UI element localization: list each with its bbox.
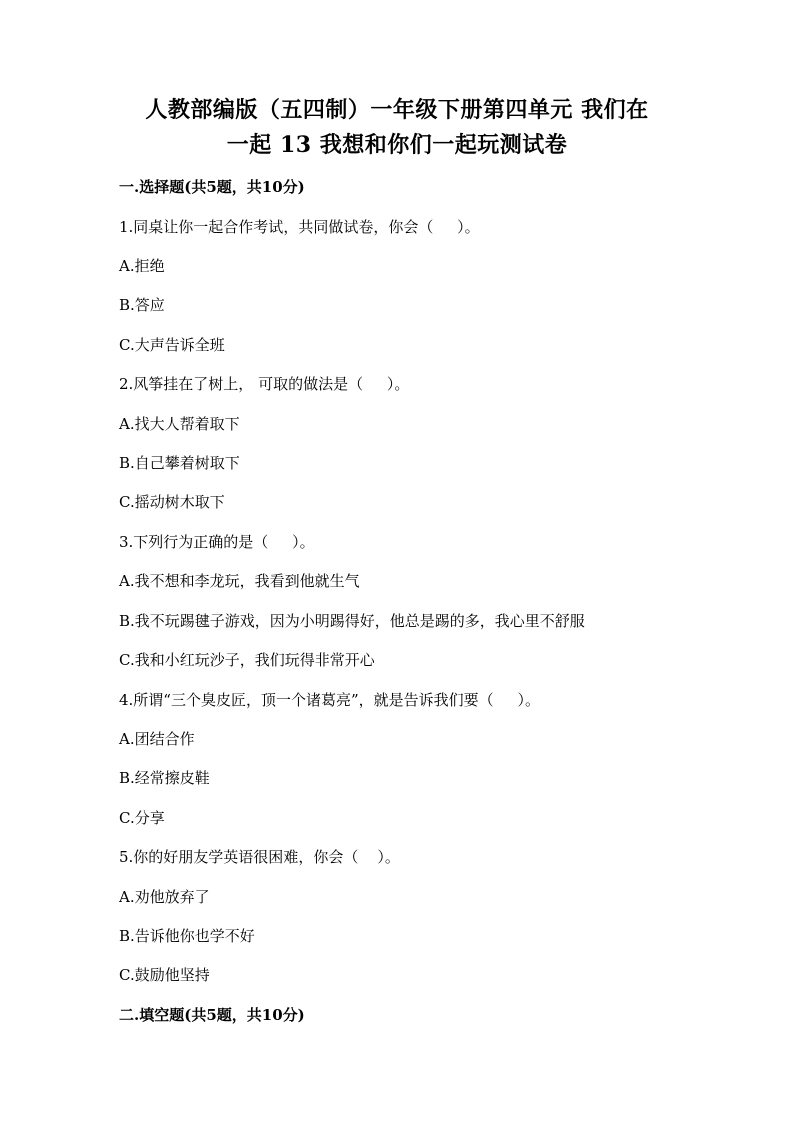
section-header-choice: 一.选择题(共5题，共10分): [119, 178, 305, 196]
page-title-line-2: 一起 13 我想和你们一起玩测试卷: [226, 132, 568, 158]
question-1-stem: 1.同桌让你一起合作考试，共同做试卷，你会（ ）。: [119, 218, 480, 236]
question-4-stem: 4.所谓“三个臭皮匠，顶一个诸葛亮”，就是告诉我们要（ ）。: [119, 691, 540, 709]
question-3-option-b: B.我不玩踢毽子游戏，因为小明踢得好，他总是踢的多，我心里不舒服: [119, 612, 585, 630]
question-4-option-b: B.经常擦皮鞋: [119, 769, 210, 787]
question-1-option-c: C.大声告诉全班: [119, 336, 225, 354]
question-5-option-c: C.鼓励他坚持: [119, 966, 210, 984]
page-title-line-1: 人教部编版（五四制）一年级下册第四单元 我们在: [145, 97, 649, 123]
question-3-option-a: A.我不想和李龙玩，我看到他就生气: [119, 572, 360, 590]
question-3-option-c: C.我和小红玩沙子，我们玩得非常开心: [119, 651, 375, 669]
question-1-option-a: A.拒绝: [119, 257, 165, 275]
question-2-option-b: B.自己攀着树取下: [119, 454, 240, 472]
question-4-option-a: A.团结合作: [119, 730, 195, 748]
question-5-option-a: A.劝他放弃了: [119, 888, 210, 906]
question-5-stem: 5.你的好朋友学英语很困难，你会（ ）。: [119, 848, 400, 866]
question-2-stem: 2.风筝挂在了树上， 可取的做法是（ ）。: [119, 375, 410, 393]
question-1-option-b: B.答应: [119, 296, 165, 314]
question-3-stem: 3.下列行为正确的是（ ）。: [119, 533, 315, 551]
question-2-option-a: A.找大人帮着取下: [119, 415, 240, 433]
section-header-fill: 二.填空题(共5题，共10分): [119, 1006, 305, 1024]
question-5-option-b: B.告诉他你也学不好: [119, 927, 255, 945]
question-2-option-c: C.摇动树木取下: [119, 493, 225, 511]
question-4-option-c: C.分享: [119, 809, 165, 827]
